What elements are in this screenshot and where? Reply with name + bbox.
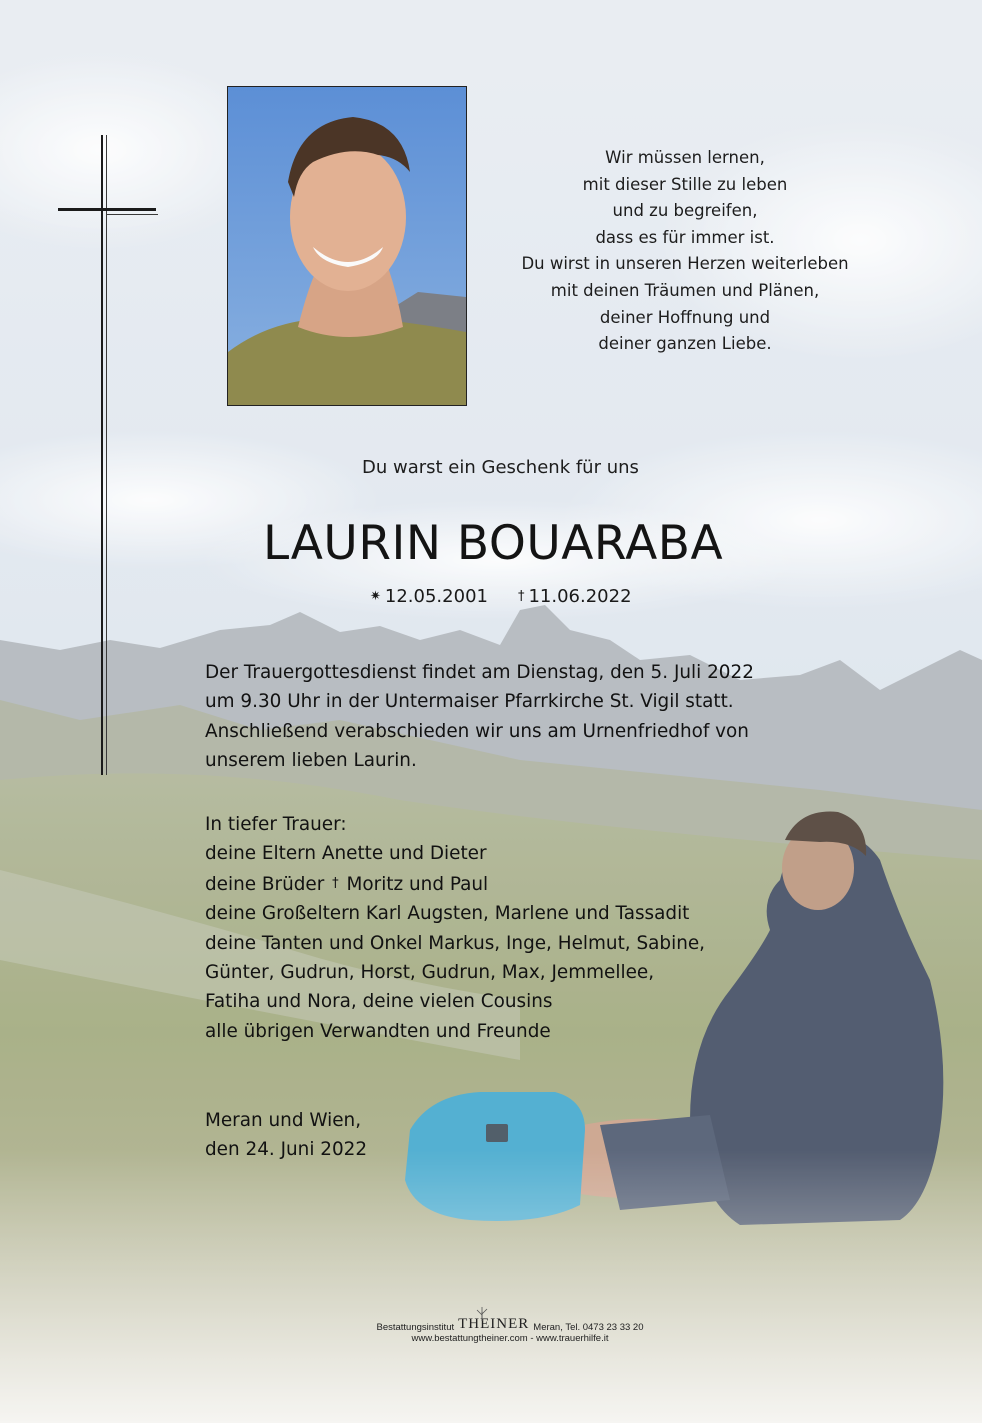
mourners-line: alle übrigen Verwandten und Freunde: [205, 1020, 551, 1042]
mourners-line: Günter, Gudrun, Horst, Gudrun, Max, Jemmellee,: [205, 962, 655, 984]
poem-line: und zu begreifen,: [612, 201, 758, 221]
poem-line: Du wirst in unseren Herzen weiterleben: [521, 254, 849, 274]
mourners-line: Fatiha und Nora, deine vielen Cousins: [205, 991, 553, 1013]
footer-websites[interactable]: www.bestattungtheiner.com - www.trauerhilfe.it: [411, 1333, 609, 1344]
birth-date: 12.05.2001: [384, 586, 488, 607]
place-and-date: [205, 1106, 367, 1165]
service-line: Anschließend verabschieden wir uns am Urnenfriedhof von: [205, 720, 749, 742]
service-line: um 9.30 Uhr in der Untermaiser Pfarrkirche St. Vigil statt.: [205, 691, 734, 713]
deceased-cross-icon: †: [332, 875, 339, 891]
poem-line: dass es für immer ist.: [595, 227, 775, 247]
service-line: unserem lieben Laurin.: [205, 750, 417, 772]
poem-line: deiner ganzen Liebe.: [598, 334, 772, 354]
life-dates: [370, 586, 632, 607]
footer-contact: Meran, Tel. 0473 23 33 20: [533, 1322, 644, 1333]
poem-line: deiner Hoffnung und: [599, 307, 771, 327]
funeral-home-logo: [458, 1316, 529, 1333]
death-cross-icon: †: [517, 589, 525, 604]
poem-line: mit dieser Stille zu leben: [582, 174, 788, 194]
death-date: 11.06.2022: [528, 586, 632, 607]
birth-star-icon: ✷: [370, 589, 381, 604]
deceased-name: LAURIN BOUARABA: [263, 516, 724, 571]
service-announcement: [205, 658, 754, 776]
poem-line: mit deinen Träumen und Plänen,: [550, 280, 820, 300]
mourners-line: deine Großeltern Karl Augsten, Marlene und Tassadit: [205, 903, 690, 925]
poem-line: Wir müssen lernen,: [605, 148, 765, 167]
memorial-poem: [510, 145, 860, 358]
mourners-line-text: deine Brüder: [205, 873, 325, 895]
funeral-home-footer: [300, 1316, 720, 1344]
mourners-line: deine Tanten und Onkel Markus, Inge, Helmut, Sabine,: [205, 932, 706, 954]
place-line: Meran und Wien,: [205, 1110, 362, 1131]
mourners-line: [205, 869, 705, 899]
funeral-home-name: THEINER: [458, 1316, 530, 1332]
mourners-line: deine Eltern Anette und Dieter: [205, 843, 487, 865]
date-line: den 24. Juni 2022: [205, 1139, 368, 1161]
footer-prefix: Bestattungsinstitut: [376, 1322, 455, 1333]
portrait-photo: [227, 86, 467, 406]
service-line: Der Trauergottesdienst findet am Dienstag, den 5. Juli 2022: [205, 662, 754, 683]
intro-line: Du warst ein Geschenk für uns: [362, 457, 639, 478]
tree-icon: [472, 1307, 492, 1321]
memorial-cross: [58, 135, 158, 775]
mourners-heading: In tiefer Trauer:: [205, 814, 347, 835]
mourners-list: [205, 810, 705, 1046]
mourners-line-text: Moritz und Paul: [346, 873, 489, 895]
